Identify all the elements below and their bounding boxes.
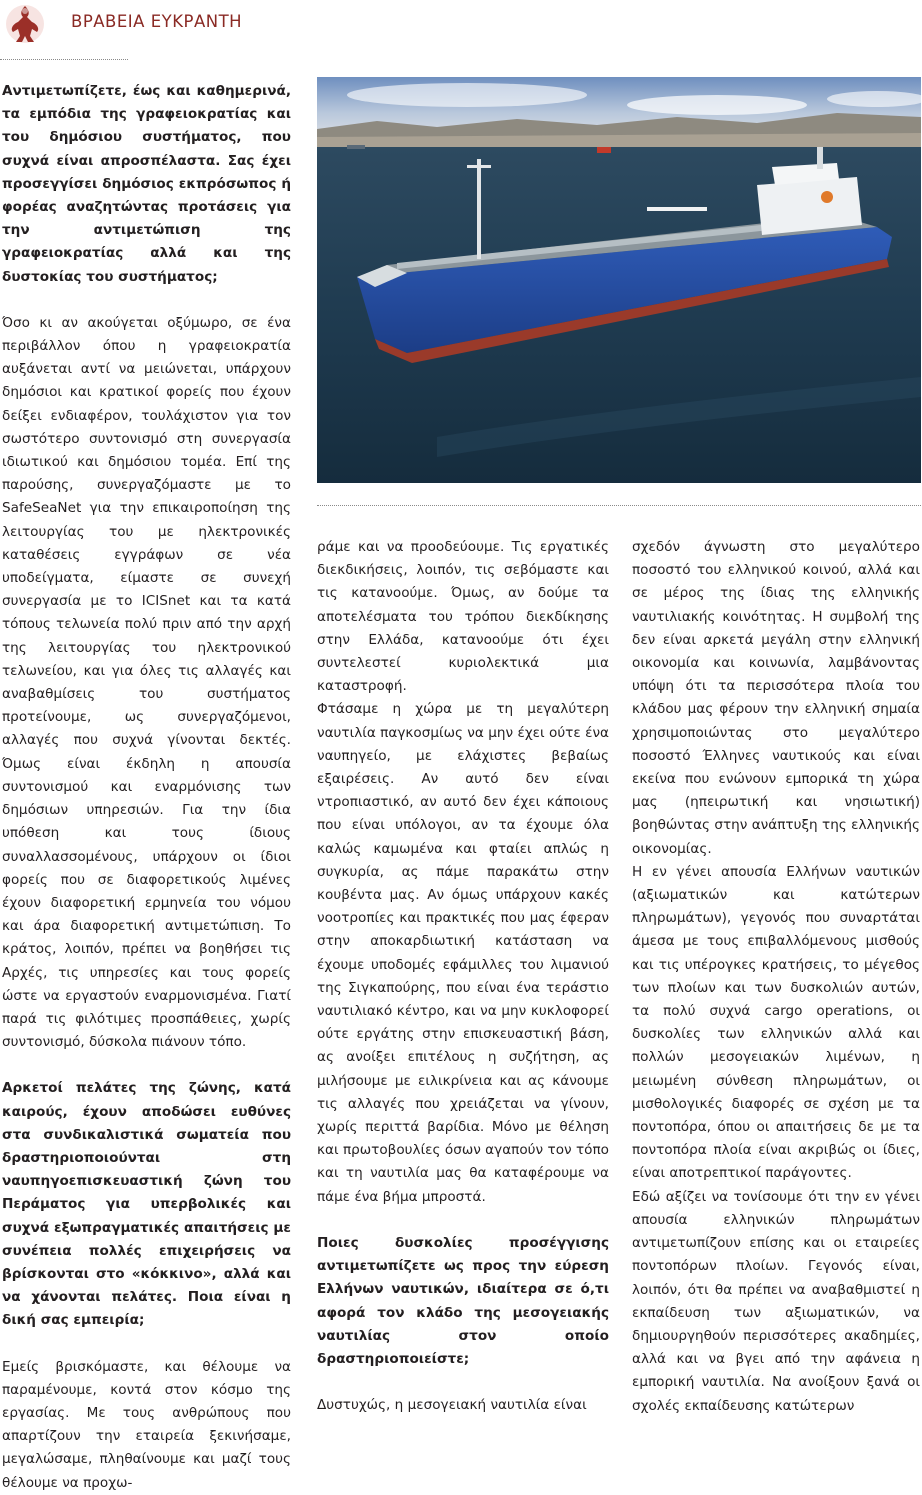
section-logo-icon [4, 2, 46, 46]
interview-answer: Δυστυχώς, η μεσογειακή ναυτιλία είναι [317, 1397, 587, 1414]
interview-question: Αντιμετωπίζετε, έως και καθημερινά, τα εμπόδια της γραφειοκρατίας και του δημόσιου συστήματος, που συχνά είναι απροσπέλαστα. Σας έχει προσεγγίσει δημόσιος εκπρόσωπος ή φορέας αναζητώντας προτάσεις για την αντιμετώπιση της γραφειοκρατίας αλλά και της δυστοκίας του συστήματος; [2, 83, 291, 285]
interview-answer: Εδώ αξίζει να τονίσουμε ότι την εν γένει απουσία ελληνικών πληρωμάτων αντιμετωπίζουν επίσης και οι εταιρείες ποντοπόρων πλοίων. Γεγονός είναι, λοιπόν, ότι θα πρέπει να αναβαθμιστεί η εκπαίδευση των αξιωματικών, να δημιουργηθούν περισσότερες ακαδημίες, αλλά και να βγει από την αφάνεια η εμπορική ναυτιλία. Να ανοίξουν ξανά οι σχολές εκπαίδευσης κατώτερων [632, 1188, 920, 1414]
header-divider [0, 59, 128, 60]
interview-answer: Εμείς βρισκόμαστε, και θέλουμε να παραμένουμε, κοντά στον κόσμο της εργασίας. Με τους ανθρώπους που απαρτίζουν την εταιρεία ξεκινήσαμε, μεγαλώσαμε, πληθαίνουμε και μαζί τους θέλουμε να προχω- [2, 1358, 291, 1491]
page-header [0, 0, 922, 70]
interview-question: Ποιες δυσκολίες προσέγγισης αντιμετωπίζετε ως προς την εύρεση Ελλήνων ναυτικών, ιδιαίτερα σε ό,τι αφορά τον κλάδο της μεσογειακής ναυτιλίας στον οποίο δραστηριοποιείστε; [317, 1234, 609, 1367]
article-column-2 [317, 536, 609, 1417]
section-title: ΒΡΑΒΕΙΑ ΕΥΚΡΑΝΤΗ [71, 12, 243, 31]
ship-photo [317, 77, 921, 483]
interview-answer: Φτάσαμε η χώρα με τη μεγαλύτερη ναυτιλία παγκοσμίως να μην έχει ούτε ένα ναυπηγείο, με ελάχιστες βεβαίως εξαιρέσεις. Αν αυτό δεν είναι ντροπιαστικό, αν αυτό δεν έχει κάποιους που είναι υπόλογοι, αν τα έχουμε όλα καλώς καμωμένα και φταίει απλώς η συγκυρία, ας πάμε παρακάτω στην κουβέντα μας. Αν όμως υπάρχουν κακές νοοτροπίες και πρακτικές που μας έφεραν στην αποκαρδιωτική κατάσταση να έχουμε υποδομές εφάμιλλες του λιμανιού της Σιγκαπούρης, που είναι ένα τεράστιο ναυτιλιακό κέντρο, και να μην κυκλοφορεί ούτε εργάτης στην επισκευαστική βάση, ας ανοίξει επιτέλους η συζήτηση, ας μιλήσουμε με ειλικρίνεια και ας κάνουμε τις αλλαγές που χρειάζεται να γίνουν, χωρίς περιττά βαρίδια. Μόνο με θέληση και πρωτοβουλίες όσων αγαπούν τον τόπο και τη ναυτιλία μας θα καταφέρουμε να πάμε ένα βήμα μπροστά. [317, 701, 609, 1205]
interview-question: Αρκετοί πελάτες της ζώνης, κατά καιρούς, έχουν αποδώσει ευθύνες στα συνδικαλιστικά σωματεία που δραστηριοποιούνται στη ναυπηγοεπισκευαστική ζώνη του Περάματος για υπερβολικές και συχνά εξωπραγματικές απαιτήσεις με συνέπεια πολλές επιχειρήσεις να βρίσκονται στο «κόκκινο», αλλά και να χάνονται πελάτες. Ποια είναι η δική σας εμπειρία; [2, 1080, 291, 1329]
interview-answer: Η εν γένει απουσία Ελλήνων ναυτικών (αξιωματικών και κατώτερων πληρωμάτων), γεγονός που συναρτάται άμεσα με τους επιβαλλόμενους μισθούς και τις υπέρογκες κρατήσεις, το μέγεθος των πλοίων και των δυσκολιών αυτών, τα πολύ συχνά cargo operations, οι δυσκολίες των ελληνικών αλλά και πολλών μεσογειακών λιμένων, η μειωμένη σύνθεση πληρωμάτων, οι μισθολογικές διαφορές σε σχέση με τα ποντοπόρα, όπου οι απαιτήσεις δε με τα ποντοπόρα πλοία είναι ακριβώς οι ίδιες, είναι αποτρεπτικοί παράγοντες. [632, 863, 920, 1182]
interview-answer: Όσο κι αν ακούγεται οξύμωρο, σε ένα περιβάλλον όπου η γραφειοκρατία αυξάνεται αντί να μειώνεται, υπάρχουν δημόσιοι και κρατικοί φορείς που έχουν δείξει ενδιαφέρον, τουλάχιστον για τον σωστότερο συντονισμό στη συνεργασία ιδιωτικού και δημόσιου τομέα. Επί της παρούσης, συνεργαζόμαστε με το SafeSeaNet για την επικαιροποίηση της λειτουργίας του με ηλεκτρονικές καταθέσεις εγγράφων σε νέα υποδείγματα, είμαστε σε συνεχή συνεργασία με το ICISnet και τα κατά τόπους τελωνεία πολύ πριν από την αρχή της λειτουργίας του ηλεκτρονικού τελωνείου, και για όλες τις αλλαγές και αναβαθμίσεις του συστήματος προτείνουμε, ως συνεργαζόμενοι, αλλαγές που συχνά γίνονται δεκτές. Όμως είναι έκδηλη η απουσία συντονισμού και εναρμόνισης των δημόσιων υπηρεσιών. Για την ίδια υπόθεση και τους ίδιους συναλλασσομένους, υπάρχουν οι ίδιοι φορείς που σε διαφορετικούς λιμένες έχουν διαφορετική ερμηνεία του νόμου και άρα διαφορετική αντιμετώπιση. Το κράτος, λοιπόν, πρέπει να βοηθήσει τις Αρχές, τις υπηρεσίες και τους φορείς ώστε να εργαστούν εναρμονισμένα. Γιατί παρά τις φιλότιμες προσπάθειες, χωρίς συντονισμό, δύσκολα πιάνουν τόπο. [2, 314, 291, 1051]
interview-answer: ράμε και να προοδεύουμε. Τις εργατικές διεκδικήσεις, λοιπόν, τις σεβόμαστε και τις κατανοούμε. Όμως, αν δούμε τα αποτελέσματα του τρόπου διεκδίκησης στην Ελλάδα, κατανοούμε ότι έχει συντελεστεί κυριολεκτικά μια καταστροφή. [317, 539, 609, 695]
article-column-3 [632, 536, 920, 1418]
photo-divider [317, 505, 921, 506]
interview-answer: σχεδόν άγνωστη στο μεγαλύτερο ποσοστό του ελληνικού κοινού, αλλά και σε μέρος της ίδιας της ελληνικής ναυτιλιακής κοινότητας. Η συμβολή της δεν είναι αρκετά μεγάλη στην ελληνική οικονομία και κοινωνία, λαμβάνοντας υπόψη ότι τα περισσότερα πλοία του κλάδου μας φέρουν την ελληνική σημαία χρησιμοποιώντας στο μεγαλύτερο ποσοστό Έλληνες ναυτικούς και είναι εκείνα που ενώνουν εμπορικά τη χώρα μας (ηπειρωτική και νησιωτική) βοηθώντας στην ανάπτυξη της ελληνικής οικονομίας. [632, 539, 920, 857]
article-column-1 [2, 80, 291, 1495]
ship-photo-image [317, 77, 921, 483]
